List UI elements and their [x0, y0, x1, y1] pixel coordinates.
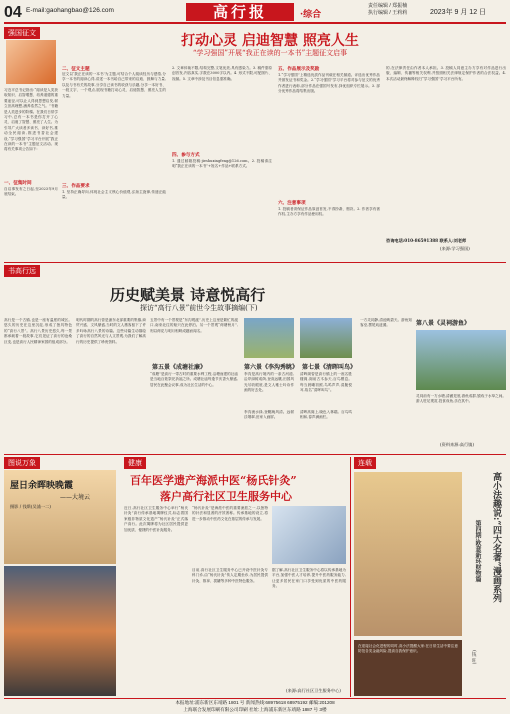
article2-h6: 第六景《李沟秀眺》	[244, 364, 299, 371]
section-tag-serial: 连载	[354, 457, 376, 469]
serial-caption: 在迎接社会化进程的同时,高小法提醒大家:在日常生活中要注意防范各类金融风险,提高自我保护意识。	[358, 644, 458, 654]
photo-lingci	[416, 330, 506, 390]
article2-h5: 第五景《成塘社廉》	[152, 364, 207, 371]
article2-source: (资料来源:高行镇)	[440, 442, 474, 447]
article3-col-d: 据了解,高行社区卫生服务中心将以传承基地为平台,加强中医人才培养,提升中医药服务能力,让更多居民在家门口享受到优质的中医药服务。	[272, 568, 346, 589]
article1-col-b: 征文以‘我正在读的一本书’为主题,可结合个人阅读经历与感悟,分享一本书的阅读心得,讲述一本书给自己带来的启迪、鼓舞与力量,以及与书有关的故事,分享自己读书的收获与乐趣,分享一本好书、一段文字、一个观点,展现书籍打动心灵、启迪智慧、照亮人生的力量。	[62, 72, 166, 98]
header-rule	[4, 22, 506, 24]
photo-lihe	[244, 318, 294, 358]
article1-col-d2: 1. 投稿者须保证作品原创首发,不得抄袭、剽窃。2. 作者享有著作权,主办方享有作品使用权。	[278, 207, 380, 217]
section-tag-health: 健康	[124, 457, 146, 469]
article1-contact: 咨询电话:010-86591388 联系人:刘老师	[386, 238, 467, 243]
article1-col-d: 1.“学习强国”上精选优质作品刊载在相关频道。评选出优秀作品并颁发证书和奖金。2.“学习强国”学习平台将对参与征文的优秀作者进行表彰,部分作品在强国号发布,择优组织专栏展示。3. 部分优秀作品将结集出版。	[278, 73, 380, 94]
photo-essay-title: 屋日余晖映晚霞	[10, 481, 74, 491]
section-tag-history: 书高行远	[4, 265, 40, 277]
footer-line2: 上海联合发展印刷有限公司印刷 社址:上海浦东新区东靖路 1887 号 3楼	[183, 707, 327, 712]
article2-headline: 历史赋美景 诗意悦高行	[110, 286, 266, 304]
article2-h8: 第八景《灵祠游鱼》	[416, 320, 471, 327]
photo-essay-caption: 摄影 / 钱斯(吴浦一二)	[10, 504, 51, 509]
masthead: 高行报	[186, 3, 294, 21]
article2-col-c: 五景中有一个景观是“东沟观渡”,历史上这里是繁忙的渡口,南来北往的船只在此停泊。另一个景观“荷塘秋月”,则以荷花与明月相映成趣而闻名。	[150, 318, 238, 333]
article2-subhead: 探访“高行八景”前世今生故事摘编(下)	[140, 304, 258, 312]
serial-author: (钱 旺)	[471, 650, 476, 665]
article2-col-b: 明代时期的高行曾是浦东北部重要的集镇,商贸兴盛、文风鼎盛,当时的文人墨客留下了许多吟咏高行八景的诗篇。这些诗篇生动描绘了高行的自然风光与人文景观,为我们了解高行的历史提供了珍贵资料。	[76, 318, 146, 344]
article1-col-c: 2. 文章体裁不限,结构完整,文笔优美,具有感染力。3. 稿件需原创首发,内容真实,字数在3000字以内。4. 形式不限,可配图片、视频。5. 文章中涉及书目信息需准确。	[172, 66, 272, 81]
article1-sub-b1: 二、征文主题	[62, 67, 90, 72]
footer-line1: 本报地址:浦东新区东靖路 1801 号 新闻热线:68975618 68975192 邮编:201208	[175, 700, 335, 705]
divider-b	[4, 262, 506, 263]
article1-source: (来源:学习强国)	[440, 246, 470, 251]
editor-line: 责任编辑 / 郑振楠	[368, 3, 408, 9]
section-label: ·综合	[300, 10, 322, 20]
article3-col-c: 目前,高行社区卫生服务中心已开设中医针灸专科门诊,由“杨氏针灸”传人定期坐诊,为居民提供针灸、推拿、拔罐等多种中医特色服务。	[192, 568, 268, 583]
article1-col-a: 习近平总书记指出:“阅读是人类获取知识、启智增慧、培养道德的重要途径,可以让人得到思想启发,树立崇高理想,涵养浩然之气。”书籍是人类进步的阶梯。在我们日常学习中,总有一本书是你打开了心灵、启迪了智慧、照亮了人生。为引导广大读者多读书、读好书,推动全民阅读,推进书香社会建设,“学习强国”学习平台开展“我正在读的一本书”主题征文活动。现将有关事项公告如下:	[4, 88, 58, 152]
photo-essay-subtitle: ——大境云	[60, 494, 91, 501]
article1-col-e: 的,在法律责任由作者本人承担。3. 投稿人同意主办方享有对作品进行出版、编辑、传播等相关权利,并按照相关法律规定保护作者的合法权益。4. 本次活动最终解释权归“学习强国”学习平台所有。	[386, 66, 506, 81]
article3-col-a: 近日,高行社区卫生服务中心举行“杨氏针灸”高行传承基地揭牌仪式,标志着国家级非物质文化遗产“杨氏针灸”正式落户高行。此次揭牌将为社区居民提供更加优质、便捷的中医针灸服务。	[124, 506, 188, 532]
article1-headline: 打动心灵 启迪智慧 照亮人生	[181, 33, 359, 49]
issue-date: 2023年 9 月 12 日	[430, 9, 487, 16]
photo-qinghui	[300, 318, 352, 358]
footer-rule	[4, 698, 506, 699]
serial-chapter: 第四期:欧意新环财物篇	[474, 520, 481, 583]
article1-col-b2: 1. 坚持正确导向,体现社会主义核心价值观,弘扬主旋律,传递正能量。	[62, 190, 166, 200]
serial-title: 高小法趣说:“四大名著”漫画系列	[491, 472, 501, 603]
article3-source: (来源:高行社区卫生服务中心)	[286, 688, 341, 693]
contest-illustration	[6, 40, 56, 84]
clinic-photo	[272, 506, 346, 564]
article2-col-g: 灵祠前有一方水塘,清澈见底,游鱼成群,嬉戏于水草之间。游人驻足观赏,投食戏鱼,乐在其中。	[416, 394, 506, 404]
divider-c	[4, 454, 506, 455]
article3-col-b: “杨氏针灸”是海派中医的重要流派之一,以独特的针法和显著的疗效著称。传承基地的设立,将进一步推动中医药文化在基层的传承与发展。	[192, 506, 268, 521]
article2-poem6: 李沟流水绿,登眺晚风清。远树浮烟翠,田家入画屏。	[244, 410, 294, 420]
section-tag-photo: 图说万象	[4, 457, 40, 469]
divider-e	[350, 457, 351, 697]
header-email: E-mail:gaohangbao@126.com	[26, 7, 114, 14]
article1-sub-b2: 三、作品要求	[62, 184, 90, 189]
sunset-photo	[4, 566, 116, 696]
article1-sub-d2: 六、注意事项	[278, 201, 306, 206]
comic-panel	[354, 472, 462, 636]
article2-col-d: “成塘”是高行一带古时的重要水利工程,沿塘而建的社庙是当地百姓祭祀祈福之所。成塘社庙每逢节庆香火鼎盛,居民在此聚会议事,成为社区生活的中心。	[150, 372, 238, 387]
page-number: 04	[4, 4, 22, 21]
article1-sub-d1: 五、作品展示及奖励	[278, 67, 320, 72]
section-tag-essay: 强国征文	[4, 27, 40, 39]
article2-col-f: 清晖阁曾是高行镇上的一座名胜楼阁,阁前古木参天,百鸟栖息。每当晨曦初照,鸟鸣声声,清脆悦耳,故名“清晖叫鸟”。	[300, 372, 352, 393]
article1-sub-c2: 四、参与方式	[172, 153, 200, 158]
article2-col-a: 高行是一个古镇,也是一座有温度的城区。悠久的历史在这里沉淀,形成了独具特色的“高行八景”。高行八景历史悠久,每一景都承载着一段故事,它们见证了高行的沧桑巨变,也是高行人民精神家园的组成部分。	[4, 318, 72, 344]
article1-col-a2: 自启事发布之日起,至2023年9月底结束。	[4, 187, 58, 197]
article1-subhead: “学习强国”开展“我正在读的一本书”主题征文启事	[192, 49, 348, 57]
article2-poem8: 一方灵祠静,清池映碧天。游鱼知客至,摆尾戏涟漪。	[360, 318, 412, 328]
article2-h7: 第七景《清晖叫鸟》	[302, 364, 357, 371]
editors	[368, 3, 407, 17]
article3-headline2: 落户高行社区卫生服务中心	[160, 490, 292, 503]
article3-headline: 百年医学遗产海派中医“杨氏针灸”	[130, 474, 297, 487]
article1-col-c2: 1. 通过邮箱投稿:jieshuxingfeng@126.com。2. 投稿请注明“我正在读的一本书”+姓名+作品+联系方式。	[172, 159, 272, 169]
executive-line: 执行编辑 / 王莉莉	[368, 10, 408, 16]
article2-poem7: 清晖高阁上,晓色入林端。百鸟鸣相和,春声满画栏。	[300, 410, 352, 420]
article1-sub-a1: 一、征集时间	[4, 181, 32, 186]
article2-col-e: 李沟是高行境内的一条古河道,沿岸绿树成荫,登高远眺,田园风光尽收眼底,是文人雅士吟诗作画的好去处。	[244, 372, 294, 393]
